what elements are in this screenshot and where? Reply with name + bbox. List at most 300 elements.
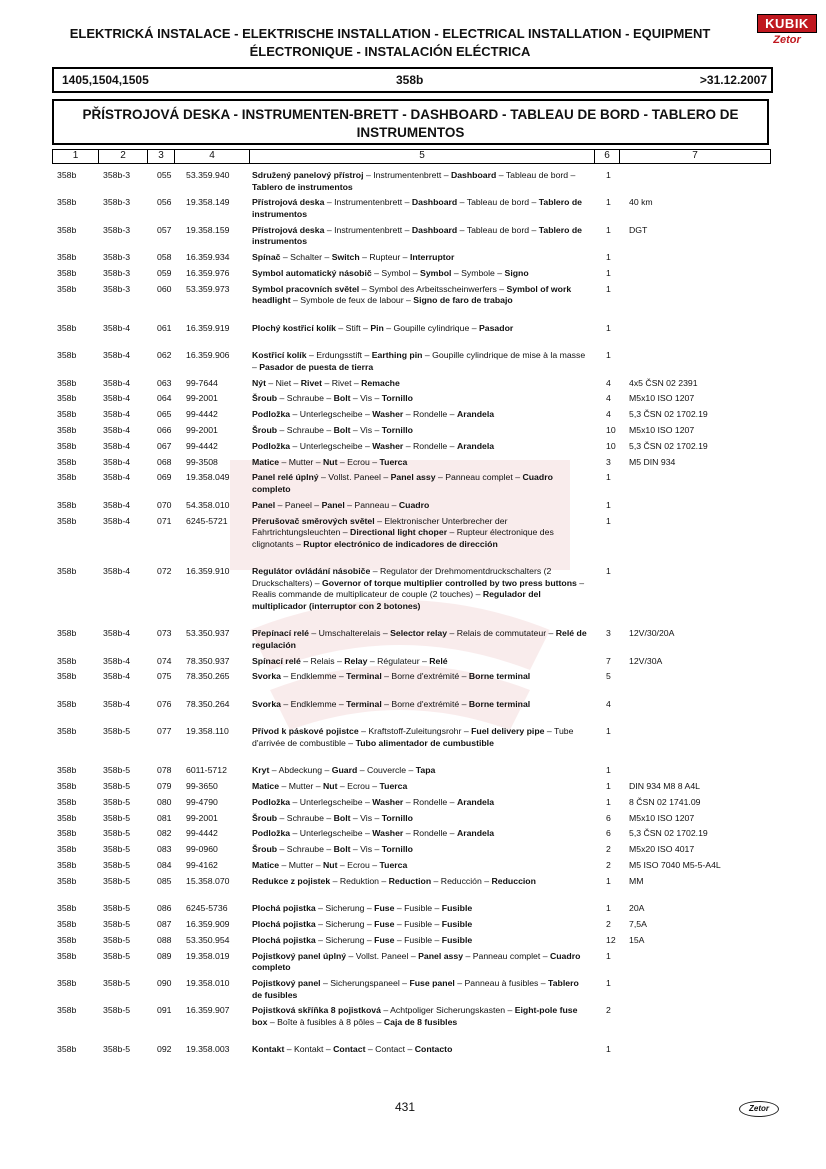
cell-note: M5x10 ISO 1207 — [629, 393, 695, 404]
description-bold-term: Bolt — [333, 393, 351, 404]
description-text: – Ecrou – — [337, 456, 380, 467]
cell-col1: 358b — [57, 566, 77, 577]
description-text: – Tableau de bord – — [457, 224, 539, 235]
cell-quantity: 1 — [606, 950, 611, 961]
table-row — [0, 457, 826, 473]
cell-col1: 358b — [57, 377, 77, 388]
table-row — [0, 1005, 826, 1044]
description-bold-term: Cuadro — [398, 499, 430, 510]
cell-col3: 083 — [157, 844, 172, 855]
cell-col2: 358b-5 — [103, 860, 131, 871]
cell-quantity: 1 — [606, 515, 611, 526]
cell-col3: 071 — [157, 515, 172, 526]
description-bold-term: Fusible — [441, 919, 473, 930]
cell-quantity: 2 — [606, 860, 611, 871]
description-bold-term: Matice — [252, 860, 280, 871]
cell-col4: 19.358.159 — [186, 224, 230, 235]
description-text: – Panneau complet – — [463, 950, 550, 961]
table-row — [0, 844, 826, 860]
cell-quantity: 4 — [606, 409, 611, 420]
table-row — [0, 903, 826, 919]
description-text: – Panneau à fusibles – — [454, 978, 549, 989]
description-bold-term: Arandela — [456, 409, 495, 420]
table-row — [0, 378, 826, 394]
description-text: – Borne d'extrémité – — [381, 671, 469, 682]
description-bold-term: Arandela — [456, 440, 495, 451]
description-bold-term: Fusible — [441, 934, 473, 945]
cell-description — [252, 284, 590, 307]
cell-col1: 358b — [57, 283, 77, 294]
zetor-logo: Zetor — [739, 1101, 779, 1117]
description-text: – Schraube – — [277, 844, 334, 855]
table-row — [0, 919, 826, 935]
cell-col1: 358b — [57, 456, 77, 467]
description-bold-term: Arandela — [456, 828, 495, 839]
cell-col3: 065 — [157, 409, 172, 420]
cell-col1: 358b — [57, 934, 77, 945]
cell-col4: 99-4442 — [186, 828, 218, 839]
description-bold-term: Podložka — [252, 796, 291, 807]
cell-col3: 077 — [157, 726, 172, 737]
description-bold-term: Symbol of work headlight — [252, 283, 572, 306]
cell-col3: 091 — [157, 1005, 172, 1016]
cell-description — [252, 472, 590, 495]
table-row — [0, 268, 826, 284]
description-text: – Vis – — [350, 844, 382, 855]
description-bold-term: Cuadro completo — [252, 950, 581, 973]
description-text: – Kraftstoff-Zuleitungsrohr – — [358, 726, 472, 737]
table-row — [0, 876, 826, 903]
cell-col1: 358b — [57, 628, 77, 639]
cell-col4: 19.358.003 — [186, 1044, 230, 1055]
cell-col2: 358b-5 — [103, 978, 131, 989]
description-text: – Abdeckung – — [269, 765, 332, 776]
description-text: – Unterlegscheibe – — [290, 828, 373, 839]
cell-col4: 54.358.010 — [186, 499, 230, 510]
description-bold-term: Symbol — [420, 267, 452, 278]
cell-col3: 079 — [157, 781, 172, 792]
cell-note: 12V/30/20A — [629, 628, 675, 639]
column-header-row — [52, 149, 771, 164]
cell-quantity: 4 — [606, 393, 611, 404]
cell-description — [252, 425, 590, 437]
cell-col4: 99-2001 — [186, 424, 218, 435]
cell-col2: 358b-5 — [103, 828, 131, 839]
cell-description — [252, 409, 590, 421]
description-text: – Symbol des Arbeitsscheinwerfers – — [359, 283, 507, 294]
cell-col4: 19.358.010 — [186, 978, 230, 989]
cell-col1: 358b — [57, 828, 77, 839]
description-bold-term: Kryt — [252, 765, 270, 776]
cell-description — [252, 566, 590, 612]
table-row — [0, 350, 826, 377]
cell-col3: 068 — [157, 456, 172, 467]
description-bold-term: Washer — [372, 828, 404, 839]
table-row — [0, 628, 826, 655]
col-header-3: 3 — [148, 150, 175, 163]
description-text: – Boîte à fusibles à 8 pôles – — [267, 1017, 384, 1027]
cell-quantity: 4 — [606, 377, 611, 388]
description-bold-term: Signo de faro de trabajo — [413, 295, 513, 306]
cell-col4: 15.358.070 — [186, 875, 230, 886]
cell-description — [252, 350, 590, 373]
description-text: – Borne d'extrémité – — [381, 698, 469, 709]
description-bold-term: Fuel delivery pipe — [471, 726, 545, 737]
description-text: – Couvercle – — [357, 765, 416, 776]
description-text: – Realis commande de multiplicateur de couple (2 touches) – — [252, 577, 585, 600]
cell-col4: 99-3508 — [186, 456, 218, 467]
description-text: – Instrumentenbrett – — [324, 224, 412, 235]
description-text: – Rondelle – — [403, 828, 457, 839]
cell-col4: 6011-5712 — [186, 765, 227, 776]
section-title-line2: INSTRUMENTOS — [356, 125, 465, 140]
description-bold-term: Tornillo — [381, 424, 413, 435]
description-text: – Panneau – — [344, 499, 399, 510]
cell-description — [252, 441, 590, 453]
cell-col3: 057 — [157, 224, 172, 235]
description-text: – Kontakt – — [284, 1044, 334, 1055]
cell-note: M5 DIN 934 — [629, 456, 676, 467]
cell-col1: 358b — [57, 698, 77, 709]
cell-note: M5x20 ISO 4017 — [629, 844, 695, 855]
cell-col2: 358b-4 — [103, 671, 131, 682]
description-text: – Unterlegscheibe – — [290, 409, 373, 420]
description-text: – Schraube – — [277, 812, 334, 823]
description-bold-term: Šroub — [252, 812, 278, 823]
table-row — [0, 797, 826, 813]
model-header-box — [52, 67, 773, 93]
col-header-6: 6 — [595, 150, 620, 163]
cell-col3: 067 — [157, 440, 172, 451]
cell-col1: 358b — [57, 393, 77, 404]
description-bold-term: Sdružený panelový přístroj — [252, 170, 364, 180]
description-text: – Goupille cylindrique de mise à la masse – — [252, 350, 586, 372]
description-text: – Endklemme – — [280, 698, 347, 709]
cell-col1: 358b — [57, 796, 77, 807]
description-bold-term: Přerušovač směrových světel — [252, 515, 375, 526]
cell-quantity: 6 — [606, 828, 611, 839]
description-bold-term: Guard — [331, 765, 358, 776]
cell-col1: 358b — [57, 424, 77, 435]
table-row — [0, 828, 826, 844]
description-bold-term: Pojistkový panel úplný — [252, 950, 347, 961]
description-bold-term: Washer — [372, 409, 404, 420]
cell-quantity: 10 — [606, 424, 616, 435]
description-bold-term: Regulador del multiplicador (interruptor con 2 botones) — [252, 589, 541, 611]
cell-col3: 074 — [157, 655, 172, 666]
description-bold-term: Tablero de instrumentos — [252, 224, 583, 247]
description-text: – Achtpoliger Sicherungskasten – — [380, 1005, 515, 1016]
description-bold-term: Terminal — [346, 698, 382, 709]
cell-quantity: 2 — [606, 1005, 611, 1016]
cell-col1: 358b — [57, 515, 77, 526]
cell-description — [252, 671, 590, 683]
cell-col1: 358b — [57, 765, 77, 776]
cell-quantity: 7 — [606, 655, 611, 666]
cell-col3: 069 — [157, 472, 172, 483]
cell-quantity: 10 — [606, 440, 616, 451]
cell-description — [252, 1005, 590, 1028]
description-text: – Instrumentenbrett – — [324, 197, 412, 208]
cell-col1: 358b — [57, 409, 77, 420]
description-text: – Stift – — [336, 322, 371, 333]
description-bold-term: Přístrojová deska — [252, 224, 325, 235]
description-text: – Unterlegscheibe – — [290, 796, 373, 807]
cell-note: DIN 934 M8 8 A4L — [629, 781, 700, 792]
cell-col2: 358b-5 — [103, 844, 131, 855]
description-text: – Vis – — [350, 393, 382, 404]
cell-description — [252, 516, 590, 551]
description-bold-term: Washer — [372, 440, 404, 451]
description-text: – Vollst. Paneel – — [346, 950, 419, 961]
table-row — [0, 197, 826, 224]
description-bold-term: Panel assy — [390, 472, 436, 483]
cell-col4: 16.359.934 — [186, 252, 230, 263]
cell-description — [252, 197, 590, 220]
cell-col2: 358b-5 — [103, 1005, 131, 1016]
header-title-line1: ELEKTRICKÁ INSTALACE - ELEKTRISCHE INSTALLATION - ELECTRICAL INSTALLATION - EQUIPMENT — [69, 26, 711, 41]
cell-col2: 358b-4 — [103, 377, 131, 388]
description-text: – Sicherung – — [315, 934, 375, 945]
cell-note: M5x10 ISO 1207 — [629, 812, 695, 823]
cell-col1: 358b — [57, 197, 77, 208]
cell-description — [252, 628, 590, 651]
description-bold-term: Selector relay — [390, 628, 448, 639]
description-bold-term: Governor of torque multiplier controlled by two press buttons — [322, 577, 577, 588]
logo-brand: KUBIK — [757, 14, 817, 33]
description-text: – Tableau de bord – — [496, 170, 576, 180]
table-row — [0, 765, 826, 781]
description-bold-term: Borne terminal — [468, 698, 531, 709]
cell-description — [252, 919, 590, 931]
description-bold-term: Přepínací relé — [252, 628, 309, 639]
cell-description — [252, 225, 590, 248]
description-text: – Ecrou – — [337, 781, 380, 792]
cell-col2: 358b-5 — [103, 950, 131, 961]
description-bold-term: Earthing pin — [371, 350, 423, 361]
cell-quantity: 5 — [606, 671, 611, 682]
description-text: – Schraube – — [277, 424, 334, 435]
description-text: – Unterlegscheibe – — [290, 440, 373, 451]
description-bold-term: Tuerca — [379, 456, 408, 467]
cell-col4: 19.358.019 — [186, 950, 230, 961]
cell-col4: 19.358.049 — [186, 472, 230, 483]
description-bold-term: Borne terminal — [468, 671, 531, 682]
description-text: – Rivet – — [322, 377, 362, 388]
kubik-zetor-logo — [757, 14, 817, 54]
cell-col1: 358b — [57, 252, 77, 263]
cell-quantity: 12 — [606, 934, 616, 945]
cell-col3: 076 — [157, 698, 172, 709]
cell-quantity: 1 — [606, 765, 611, 776]
description-text: – Sicherung – — [315, 903, 375, 914]
cell-description — [252, 844, 590, 856]
description-bold-term: Šroub — [252, 844, 278, 855]
description-bold-term: Podložka — [252, 828, 291, 839]
description-text: – Paneel – — [275, 499, 322, 510]
cell-col4: 99-0960 — [186, 844, 218, 855]
cell-description — [252, 393, 590, 405]
cell-col4: 16.359.907 — [186, 1005, 230, 1016]
cell-col2: 358b-5 — [103, 765, 131, 776]
models: 1405,1504,1505 — [62, 73, 149, 87]
cell-col4: 16.359.919 — [186, 322, 230, 333]
cell-col2: 358b-5 — [103, 875, 131, 886]
cell-col2: 358b-4 — [103, 628, 131, 639]
cell-quantity: 1 — [606, 726, 611, 737]
description-bold-term: Plochá pojistka — [252, 934, 316, 945]
cell-description — [252, 860, 590, 872]
cell-description — [252, 323, 590, 335]
table-row — [0, 170, 826, 197]
description-text: – Sicherungspaneel – — [320, 978, 410, 989]
cell-col4: 99-2001 — [186, 393, 218, 404]
description-text: – Vis – — [350, 424, 382, 435]
description-bold-term: Panel relé úplný — [252, 472, 319, 483]
cell-col4: 99-2001 — [186, 812, 218, 823]
description-bold-term: Contacto — [414, 1044, 453, 1055]
description-bold-term: Reduccion — [491, 875, 536, 886]
cell-quantity: 6 — [606, 812, 611, 823]
description-text: – Ecrou – — [337, 860, 380, 871]
cell-description — [252, 500, 590, 512]
cell-col4: 53.359.973 — [186, 283, 230, 294]
cell-col3: 088 — [157, 934, 172, 945]
cell-col2: 358b-3 — [103, 252, 131, 263]
cell-col2: 358b-4 — [103, 472, 131, 483]
cell-quantity: 1 — [606, 224, 611, 235]
cell-quantity: 1 — [606, 170, 611, 180]
description-bold-term: Relay — [344, 655, 368, 666]
cell-note: 4x5 ČSN 02 2391 — [629, 377, 698, 388]
cell-col1: 358b — [57, 950, 77, 961]
cell-description — [252, 378, 590, 390]
cell-description — [252, 903, 590, 915]
description-bold-term: Pin — [370, 322, 384, 333]
table-row — [0, 284, 826, 323]
cell-col4: 16.359.976 — [186, 267, 230, 278]
col-header-5: 5 — [250, 150, 595, 163]
cell-description — [252, 876, 590, 888]
description-bold-term: Tablero de instrumentos — [252, 181, 353, 192]
cell-col4: 16.359.906 — [186, 350, 230, 361]
cell-col2: 358b-3 — [103, 197, 131, 208]
cell-col4: 6245-5721 — [186, 515, 228, 526]
cell-col1: 358b — [57, 1044, 77, 1055]
description-bold-term: Interruptor — [409, 252, 455, 263]
cell-col2: 358b-4 — [103, 456, 131, 467]
cell-col1: 358b — [57, 875, 77, 886]
description-text: – Instrumentenbrett – — [363, 170, 451, 180]
table-row — [0, 935, 826, 951]
cell-col2: 358b-3 — [103, 267, 131, 278]
cell-note: 5,3 ČSN 02 1702.19 — [629, 409, 708, 420]
description-bold-term: Panel — [252, 499, 276, 510]
description-text: – Reducción – — [431, 875, 492, 886]
cell-col2: 358b-4 — [103, 515, 131, 526]
cell-col2: 358b-4 — [103, 322, 131, 333]
cell-col3: 075 — [157, 671, 172, 682]
cell-description — [252, 170, 590, 193]
cell-col3: 066 — [157, 424, 172, 435]
description-bold-term: Svorka — [252, 671, 281, 682]
description-text: – Reduktion – — [330, 875, 389, 886]
description-bold-term: Caja de 8 fusibles — [383, 1017, 458, 1027]
cell-col2: 358b-5 — [103, 796, 131, 807]
cell-col2: 358b-3 — [103, 170, 131, 180]
cell-col3: 086 — [157, 903, 172, 914]
cell-quantity: 1 — [606, 499, 611, 510]
cell-col3: 084 — [157, 860, 172, 871]
page-number: 431 — [395, 1100, 416, 1114]
cell-quantity: 1 — [606, 566, 611, 577]
cell-quantity: 1 — [606, 903, 611, 914]
cell-quantity: 3 — [606, 456, 611, 467]
description-bold-term: Šroub — [252, 393, 278, 404]
cell-col2: 358b-4 — [103, 655, 131, 666]
description-text: – Rondelle – — [403, 409, 457, 420]
table-row — [0, 225, 826, 252]
description-bold-term: Plochá pojistka — [252, 919, 316, 930]
cell-col4: 6245-5736 — [186, 903, 228, 914]
cell-col1: 358b — [57, 472, 77, 483]
cell-col4: 53.359.940 — [186, 170, 230, 180]
description-text: – Relais – — [300, 655, 345, 666]
cell-col3: 061 — [157, 322, 172, 333]
table-row — [0, 409, 826, 425]
description-bold-term: Pojistkový panel — [252, 978, 321, 989]
description-bold-term: Fusible — [441, 903, 473, 914]
cell-col3: 072 — [157, 566, 172, 577]
description-text: – Mutter – — [279, 860, 323, 871]
table-row — [0, 951, 826, 978]
cell-col4: 16.359.909 — [186, 919, 230, 930]
table-row — [0, 978, 826, 1005]
cell-col1: 358b — [57, 844, 77, 855]
description-text: – Umschalterelais – — [308, 628, 391, 639]
cell-note: M5x10 ISO 1207 — [629, 424, 695, 435]
description-bold-term: Plochý kostřicí kolík — [252, 322, 337, 333]
description-bold-term: Symbol automatický násobič — [252, 267, 372, 278]
header-title-line2: ÉLECTRONIQUE - INSTALACIÓN ELÉCTRICA — [249, 44, 531, 59]
description-text: – Goupille cylindrique – — [383, 322, 479, 333]
section-title-line1: PŘÍSTROJOVÁ DESKA - INSTRUMENTEN-BRETT - DASHBOARD - TABLEAU DE BORD - TABLERO DE — [82, 107, 739, 122]
cell-note: 5,3 ČSN 02 1702.19 — [629, 828, 708, 839]
cell-quantity: 2 — [606, 919, 611, 930]
description-bold-term: Panel assy — [418, 950, 464, 961]
table-row — [0, 425, 826, 441]
cell-col3: 087 — [157, 919, 172, 930]
description-bold-term: Redukce z pojistek — [252, 875, 331, 886]
cell-description — [252, 268, 590, 280]
description-bold-term: Reduction — [388, 875, 432, 886]
description-bold-term: Kontakt — [252, 1044, 285, 1055]
description-bold-term: Pasador — [478, 322, 514, 333]
table-row — [0, 516, 826, 567]
cell-col1: 358b — [57, 903, 77, 914]
table-row — [0, 252, 826, 268]
cell-col1: 358b — [57, 350, 77, 361]
cell-note: MM — [629, 875, 644, 886]
cell-note: 7,5A — [629, 919, 647, 930]
description-text: – Régulateur – — [367, 655, 430, 666]
description-text: – Contact – — [365, 1044, 415, 1055]
cell-col4: 53.350.937 — [186, 628, 230, 639]
cell-col3: 080 — [157, 796, 172, 807]
cell-col1: 358b — [57, 655, 77, 666]
logo-sub: Zetor — [773, 34, 801, 46]
description-text: – Niet – — [266, 377, 301, 388]
